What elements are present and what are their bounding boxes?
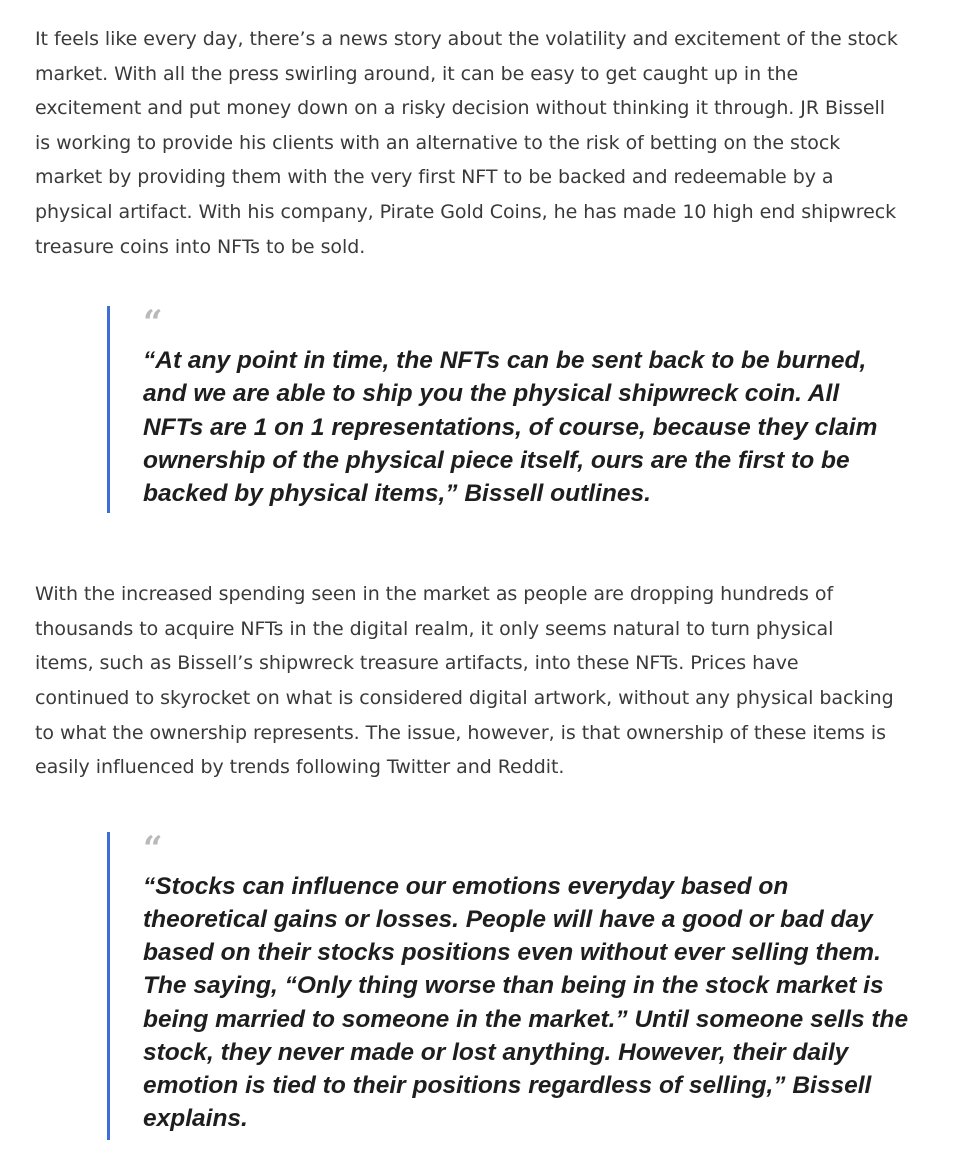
pull-quote-2-text: “Stocks can influence our emotions everyday based on theoretical gains or losses. People will have a good or bad day based on their stocks positions even without ever selling them. The saying, “Only thing worse than being in the stock market is being married to someone in the market.” Until someone sells the stock, they never made or lost anything. However, their daily emotion is tied to their positions regardless of selling,” Bissell explains. — [143, 872, 909, 1133]
article-paragraph-1: It feels like every day, there’s a news story about the volatility and excitement of the stock market. With all the press swirling around, it can be easy to get caught up in the excitement and put money down on a risky decision without thinking it through. JR Bissell is working to provide his clients with an alternative to the risk of betting on the stock market by providing them with the very first NFT to be backed and redeemable by a physical artifact. With his company, Pirate Gold Coins, he has made 10 high end shipwreck treasure coins into NFTs to be sold. — [35, 28, 898, 258]
quotation-mark-icon: “ — [143, 303, 161, 344]
pull-quote-1 — [107, 303, 878, 513]
article-body — [35, 22, 915, 1156]
article-paragraph-2: With the increased spending seen in the market as people are dropping hundreds of thousands to acquire NFTs in the digital realm, it only seems natural to turn physical items, such as Bissell’s shipwreck treasure artifacts, into these NFTs. Prices have continued to skyrocket on what is considered digital artwork, without any physical backing to what the ownership represents. The issue, however, is that ownership of these items is easily influenced by trends following Twitter and Reddit. — [35, 583, 894, 779]
quotation-mark-icon: “ — [143, 828, 161, 869]
pull-quote-2 — [107, 828, 909, 1140]
pull-quote-1-text: “At any point in time, the NFTs can be sent back to be burned, and we are able to ship you the physical shipwreck coin. All NFTs are 1 on 1 representations, of course, because they claim ownership of the physical piece itself, ours are the first to be backed by physical items,” Bissell outlines. — [143, 347, 878, 507]
spacer — [35, 529, 915, 577]
